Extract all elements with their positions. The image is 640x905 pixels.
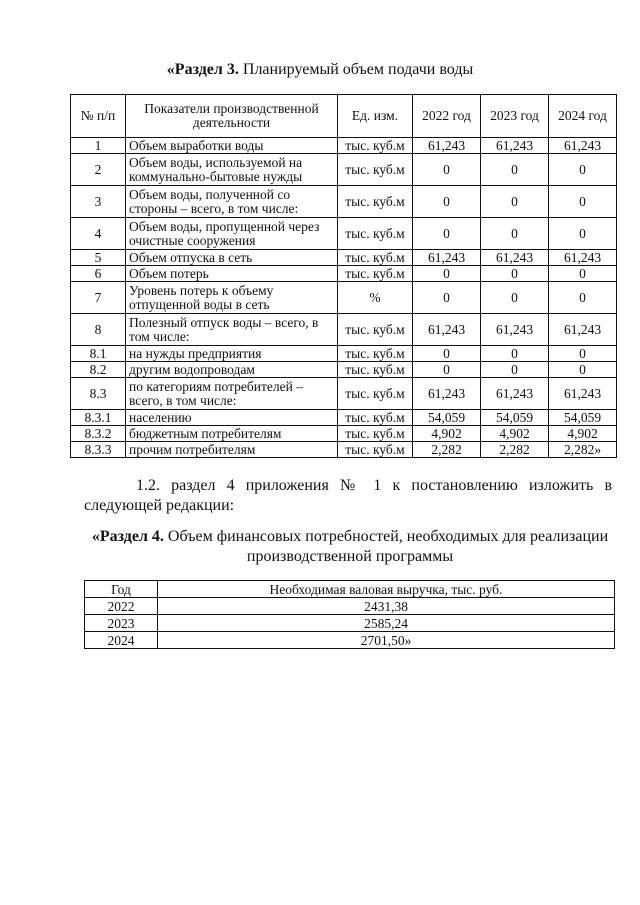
cell-2022: 61,243 bbox=[413, 138, 481, 154]
cell-2024: 61,243 bbox=[549, 250, 617, 266]
table-row bbox=[71, 186, 617, 218]
cell-2023: 0 bbox=[481, 154, 549, 186]
header-2023: 2023 год bbox=[481, 95, 549, 138]
cell-name: Полезный отпуск воды – всего, в том числе: bbox=[126, 314, 338, 346]
cell-num: 5 bbox=[71, 250, 126, 266]
table-row bbox=[71, 266, 617, 282]
cell-name: Уровень потерь к объему отпущенной воды в сеть bbox=[126, 282, 338, 314]
cell-2022: 61,243 bbox=[413, 378, 481, 410]
cell-2024: 0 bbox=[549, 218, 617, 250]
cell-name: Объем воды, используемой на коммунально-бытовые нужды bbox=[126, 154, 338, 186]
cell-name: населению bbox=[126, 410, 338, 426]
cell-unit: % bbox=[338, 282, 413, 314]
cell-2023: 0 bbox=[481, 266, 549, 282]
cell-2024: 61,243 bbox=[549, 138, 617, 154]
cell-2023: 54,059 bbox=[481, 410, 549, 426]
cell-2022: 4,902 bbox=[413, 426, 481, 442]
table-row bbox=[71, 410, 617, 426]
cell-2022: 61,243 bbox=[413, 250, 481, 266]
table-row bbox=[71, 314, 617, 346]
cell-2022: 0 bbox=[413, 362, 481, 378]
cell-2024: 0 bbox=[549, 186, 617, 218]
table-row bbox=[85, 615, 615, 632]
cell-2023: 61,243 bbox=[481, 138, 549, 154]
header-year: Год bbox=[85, 581, 158, 598]
cell-num: 8.1 bbox=[71, 346, 126, 362]
cell-2024: 0 bbox=[549, 266, 617, 282]
cell-unit: тыс. куб.м bbox=[338, 362, 413, 378]
cell-2024: 4,902 bbox=[549, 426, 617, 442]
cell-name: другим водопроводам bbox=[126, 362, 338, 378]
cell-num: 8.3.2 bbox=[71, 426, 126, 442]
amendment-text: 1.2. раздел 4 приложения № 1 к постановлению изложить в следующей редакции: bbox=[84, 477, 612, 514]
table-row bbox=[71, 282, 617, 314]
section-4-heading bbox=[80, 527, 620, 567]
header-indicator: Показатели производственной деятельности bbox=[126, 95, 338, 138]
cell-num: 8.2 bbox=[71, 362, 126, 378]
header-num: № п/п bbox=[71, 95, 126, 138]
cell-2023: 0 bbox=[481, 218, 549, 250]
financial-needs-table bbox=[84, 580, 615, 649]
cell-2023: 0 bbox=[481, 362, 549, 378]
cell-unit: тыс. куб.м bbox=[338, 410, 413, 426]
cell-2022: 54,059 bbox=[413, 410, 481, 426]
cell-name: прочим потребителям bbox=[126, 442, 338, 458]
table-row bbox=[71, 138, 617, 154]
cell-2023: 0 bbox=[481, 346, 549, 362]
cell-revenue: 2701,50» bbox=[158, 632, 615, 649]
cell-2024: 61,243 bbox=[549, 378, 617, 410]
cell-revenue: 2585,24 bbox=[158, 615, 615, 632]
table-row bbox=[71, 426, 617, 442]
cell-2022: 0 bbox=[413, 282, 481, 314]
table-row bbox=[71, 250, 617, 266]
cell-unit: тыс. куб.м bbox=[338, 250, 413, 266]
table-row bbox=[71, 218, 617, 250]
table-row bbox=[71, 346, 617, 362]
cell-num: 6 bbox=[71, 266, 126, 282]
cell-2024: 0 bbox=[549, 154, 617, 186]
section-3-title: Планируемый объем подачи воды bbox=[238, 61, 474, 78]
cell-unit: тыс. куб.м bbox=[338, 442, 413, 458]
cell-num: 8 bbox=[71, 314, 126, 346]
cell-unit: тыс. куб.м bbox=[338, 186, 413, 218]
cell-unit: тыс. куб.м bbox=[338, 266, 413, 282]
cell-num: 7 bbox=[71, 282, 126, 314]
table-row bbox=[71, 378, 617, 410]
cell-2022: 0 bbox=[413, 266, 481, 282]
cell-2023: 0 bbox=[481, 282, 549, 314]
amendment-paragraph bbox=[84, 476, 612, 516]
cell-num: 3 bbox=[71, 186, 126, 218]
header-revenue: Необходимая валовая выручка, тыс. руб. bbox=[158, 581, 615, 598]
cell-year: 2023 bbox=[85, 615, 158, 632]
header-2024: 2024 год bbox=[549, 95, 617, 138]
cell-name: Объем выработки воды bbox=[126, 138, 338, 154]
cell-name: Объем отпуска в сеть bbox=[126, 250, 338, 266]
cell-2024: 0 bbox=[549, 346, 617, 362]
cell-2022: 0 bbox=[413, 186, 481, 218]
section-4-prefix: «Раздел 4. bbox=[91, 528, 164, 545]
table-header-row bbox=[85, 581, 615, 598]
table-row bbox=[85, 632, 615, 649]
cell-year: 2022 bbox=[85, 598, 158, 615]
cell-2024: 61,243 bbox=[549, 314, 617, 346]
cell-name: Объем воды, пропущенной через очистные сооружения bbox=[126, 218, 338, 250]
cell-2022: 0 bbox=[413, 218, 481, 250]
cell-num: 8.3.1 bbox=[71, 410, 126, 426]
cell-unit: тыс. куб.м bbox=[338, 138, 413, 154]
cell-name: по категориям потребителей – всего, в том числе: bbox=[126, 378, 338, 410]
cell-2023: 0 bbox=[481, 186, 549, 218]
cell-2022: 0 bbox=[413, 154, 481, 186]
cell-unit: тыс. куб.м bbox=[338, 378, 413, 410]
section-4-title: Объем финансовых потребностей, необходимых для реализации производственной программы bbox=[163, 528, 609, 565]
cell-num: 1 bbox=[71, 138, 126, 154]
cell-2024: 0 bbox=[549, 362, 617, 378]
cell-2022: 2,282 bbox=[413, 442, 481, 458]
cell-2023: 2,282 bbox=[481, 442, 549, 458]
cell-name: Объем потерь bbox=[126, 266, 338, 282]
cell-2022: 0 bbox=[413, 346, 481, 362]
cell-year: 2024 bbox=[85, 632, 158, 649]
table-header-row bbox=[71, 95, 617, 138]
water-supply-table bbox=[70, 94, 617, 458]
cell-num: 2 bbox=[71, 154, 126, 186]
cell-2023: 61,243 bbox=[481, 314, 549, 346]
cell-name: Объем воды, полученной со стороны – всего, в том числе: bbox=[126, 186, 338, 218]
section-3-prefix: «Раздел 3. bbox=[166, 61, 239, 78]
cell-num: 8.3 bbox=[71, 378, 126, 410]
cell-2022: 61,243 bbox=[413, 314, 481, 346]
cell-2024: 2,282» bbox=[549, 442, 617, 458]
cell-unit: тыс. куб.м bbox=[338, 314, 413, 346]
table-row bbox=[71, 154, 617, 186]
cell-unit: тыс. куб.м bbox=[338, 218, 413, 250]
cell-num: 4 bbox=[71, 218, 126, 250]
table-row bbox=[71, 362, 617, 378]
table-row bbox=[71, 442, 617, 458]
cell-2023: 4,902 bbox=[481, 426, 549, 442]
cell-2024: 0 bbox=[549, 282, 617, 314]
header-2022: 2022 год bbox=[413, 95, 481, 138]
cell-unit: тыс. куб.м bbox=[338, 346, 413, 362]
table-row bbox=[85, 598, 615, 615]
cell-name: бюджетным потребителям bbox=[126, 426, 338, 442]
cell-unit: тыс. куб.м bbox=[338, 154, 413, 186]
cell-2023: 61,243 bbox=[481, 250, 549, 266]
cell-num: 8.3.3 bbox=[71, 442, 126, 458]
cell-revenue: 2431,38 bbox=[158, 598, 615, 615]
section-3-heading bbox=[0, 60, 640, 80]
cell-unit: тыс. куб.м bbox=[338, 426, 413, 442]
header-unit: Ед. изм. bbox=[338, 95, 413, 138]
cell-name: на нужды предприятия bbox=[126, 346, 338, 362]
cell-2024: 54,059 bbox=[549, 410, 617, 426]
cell-2023: 61,243 bbox=[481, 378, 549, 410]
